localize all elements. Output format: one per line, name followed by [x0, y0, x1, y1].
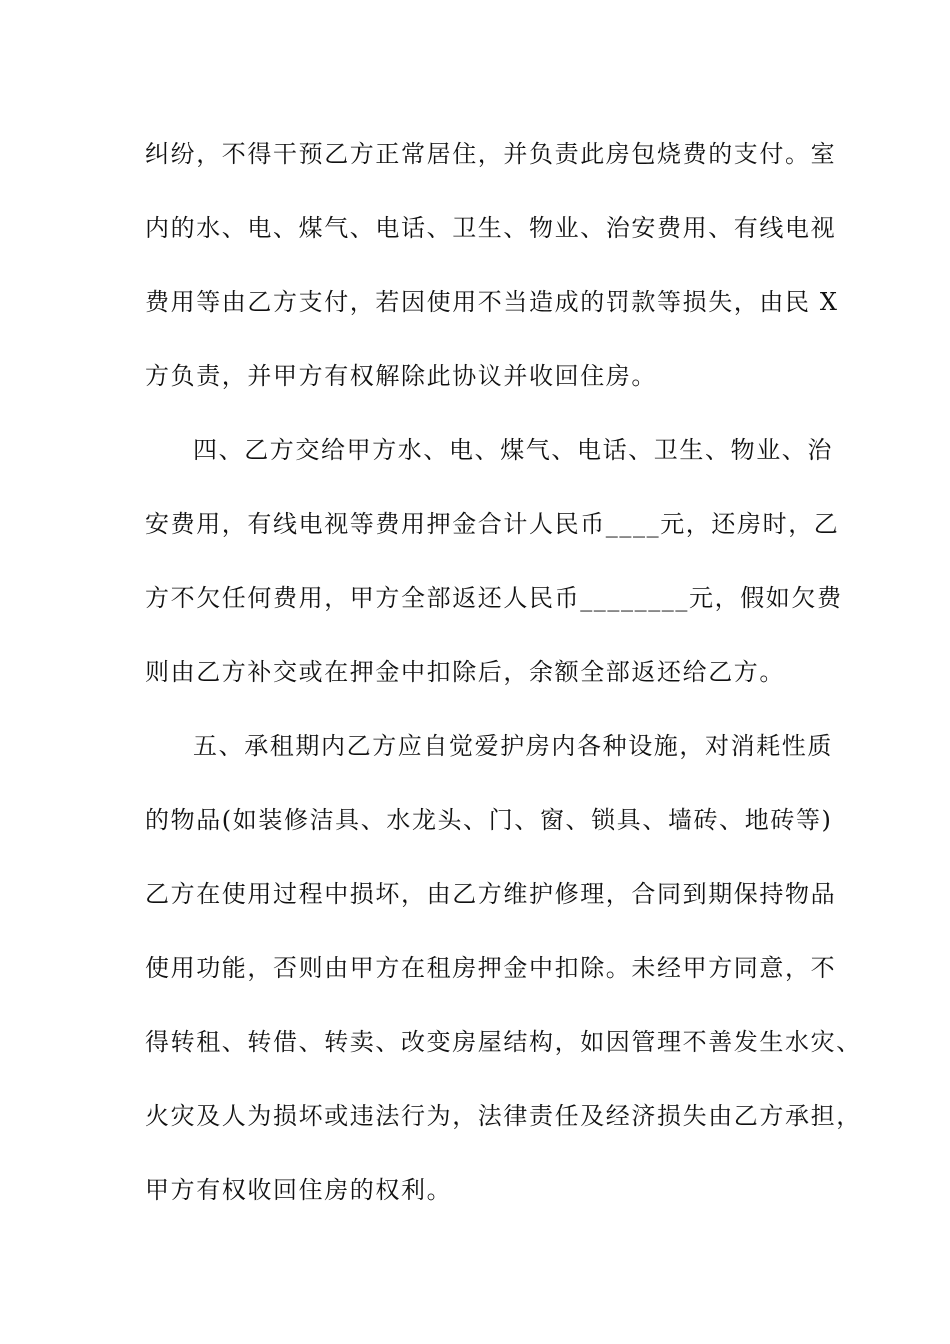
clause-five-start: 五、承租期内乙方应自觉爱护房内各种设施，对消耗性质	[193, 732, 833, 760]
contract-text	[145, 132, 862, 1242]
text-line: 使用功能，否则由甲方在租房押金中扣除。未经甲方同意，不	[145, 954, 837, 982]
text-line: 则由乙方补交或在押金中扣除后，余额全部返还给乙方。	[145, 658, 785, 686]
text-line: 费用等由乙方支付，若因使用不当造成的罚款等损失，由民 X	[145, 288, 839, 316]
text-line: 乙方在使用过程中损坏，由乙方维护修理，合同到期保持物品	[145, 880, 837, 908]
text-line: 得转租、转借、转卖、改变房屋结构，如因管理不善发生水灾、	[145, 1028, 862, 1056]
text-line: 方不欠任何费用，甲方全部返还人民币________元，假如欠费	[145, 584, 843, 612]
clause-four-start: 四、乙方交给甲方水、电、煤气、电话、卫生、物业、治	[193, 436, 833, 464]
text-line: 火灾及人为损坏或违法行为，法律责任及经济损失由乙方承担，	[145, 1102, 862, 1130]
text-line: 纠纷，不得干预乙方正常居住，并负责此房包烧费的支付。室	[145, 140, 837, 168]
text-line: 内的水、电、煤气、电话、卫生、物业、治安费用、有线电视	[145, 214, 837, 242]
text-line: 方负责，并甲方有权解除此协议并收回住房。	[145, 362, 657, 390]
text-line: 的物品(如装修洁具、水龙头、门、窗、锁具、墙砖、地砖等)	[145, 806, 833, 834]
text-line: 安费用，有线电视等费用押金合计人民币____元，还房时，乙	[145, 510, 840, 538]
text-line: 甲方有权收回住房的权利。	[145, 1176, 453, 1204]
